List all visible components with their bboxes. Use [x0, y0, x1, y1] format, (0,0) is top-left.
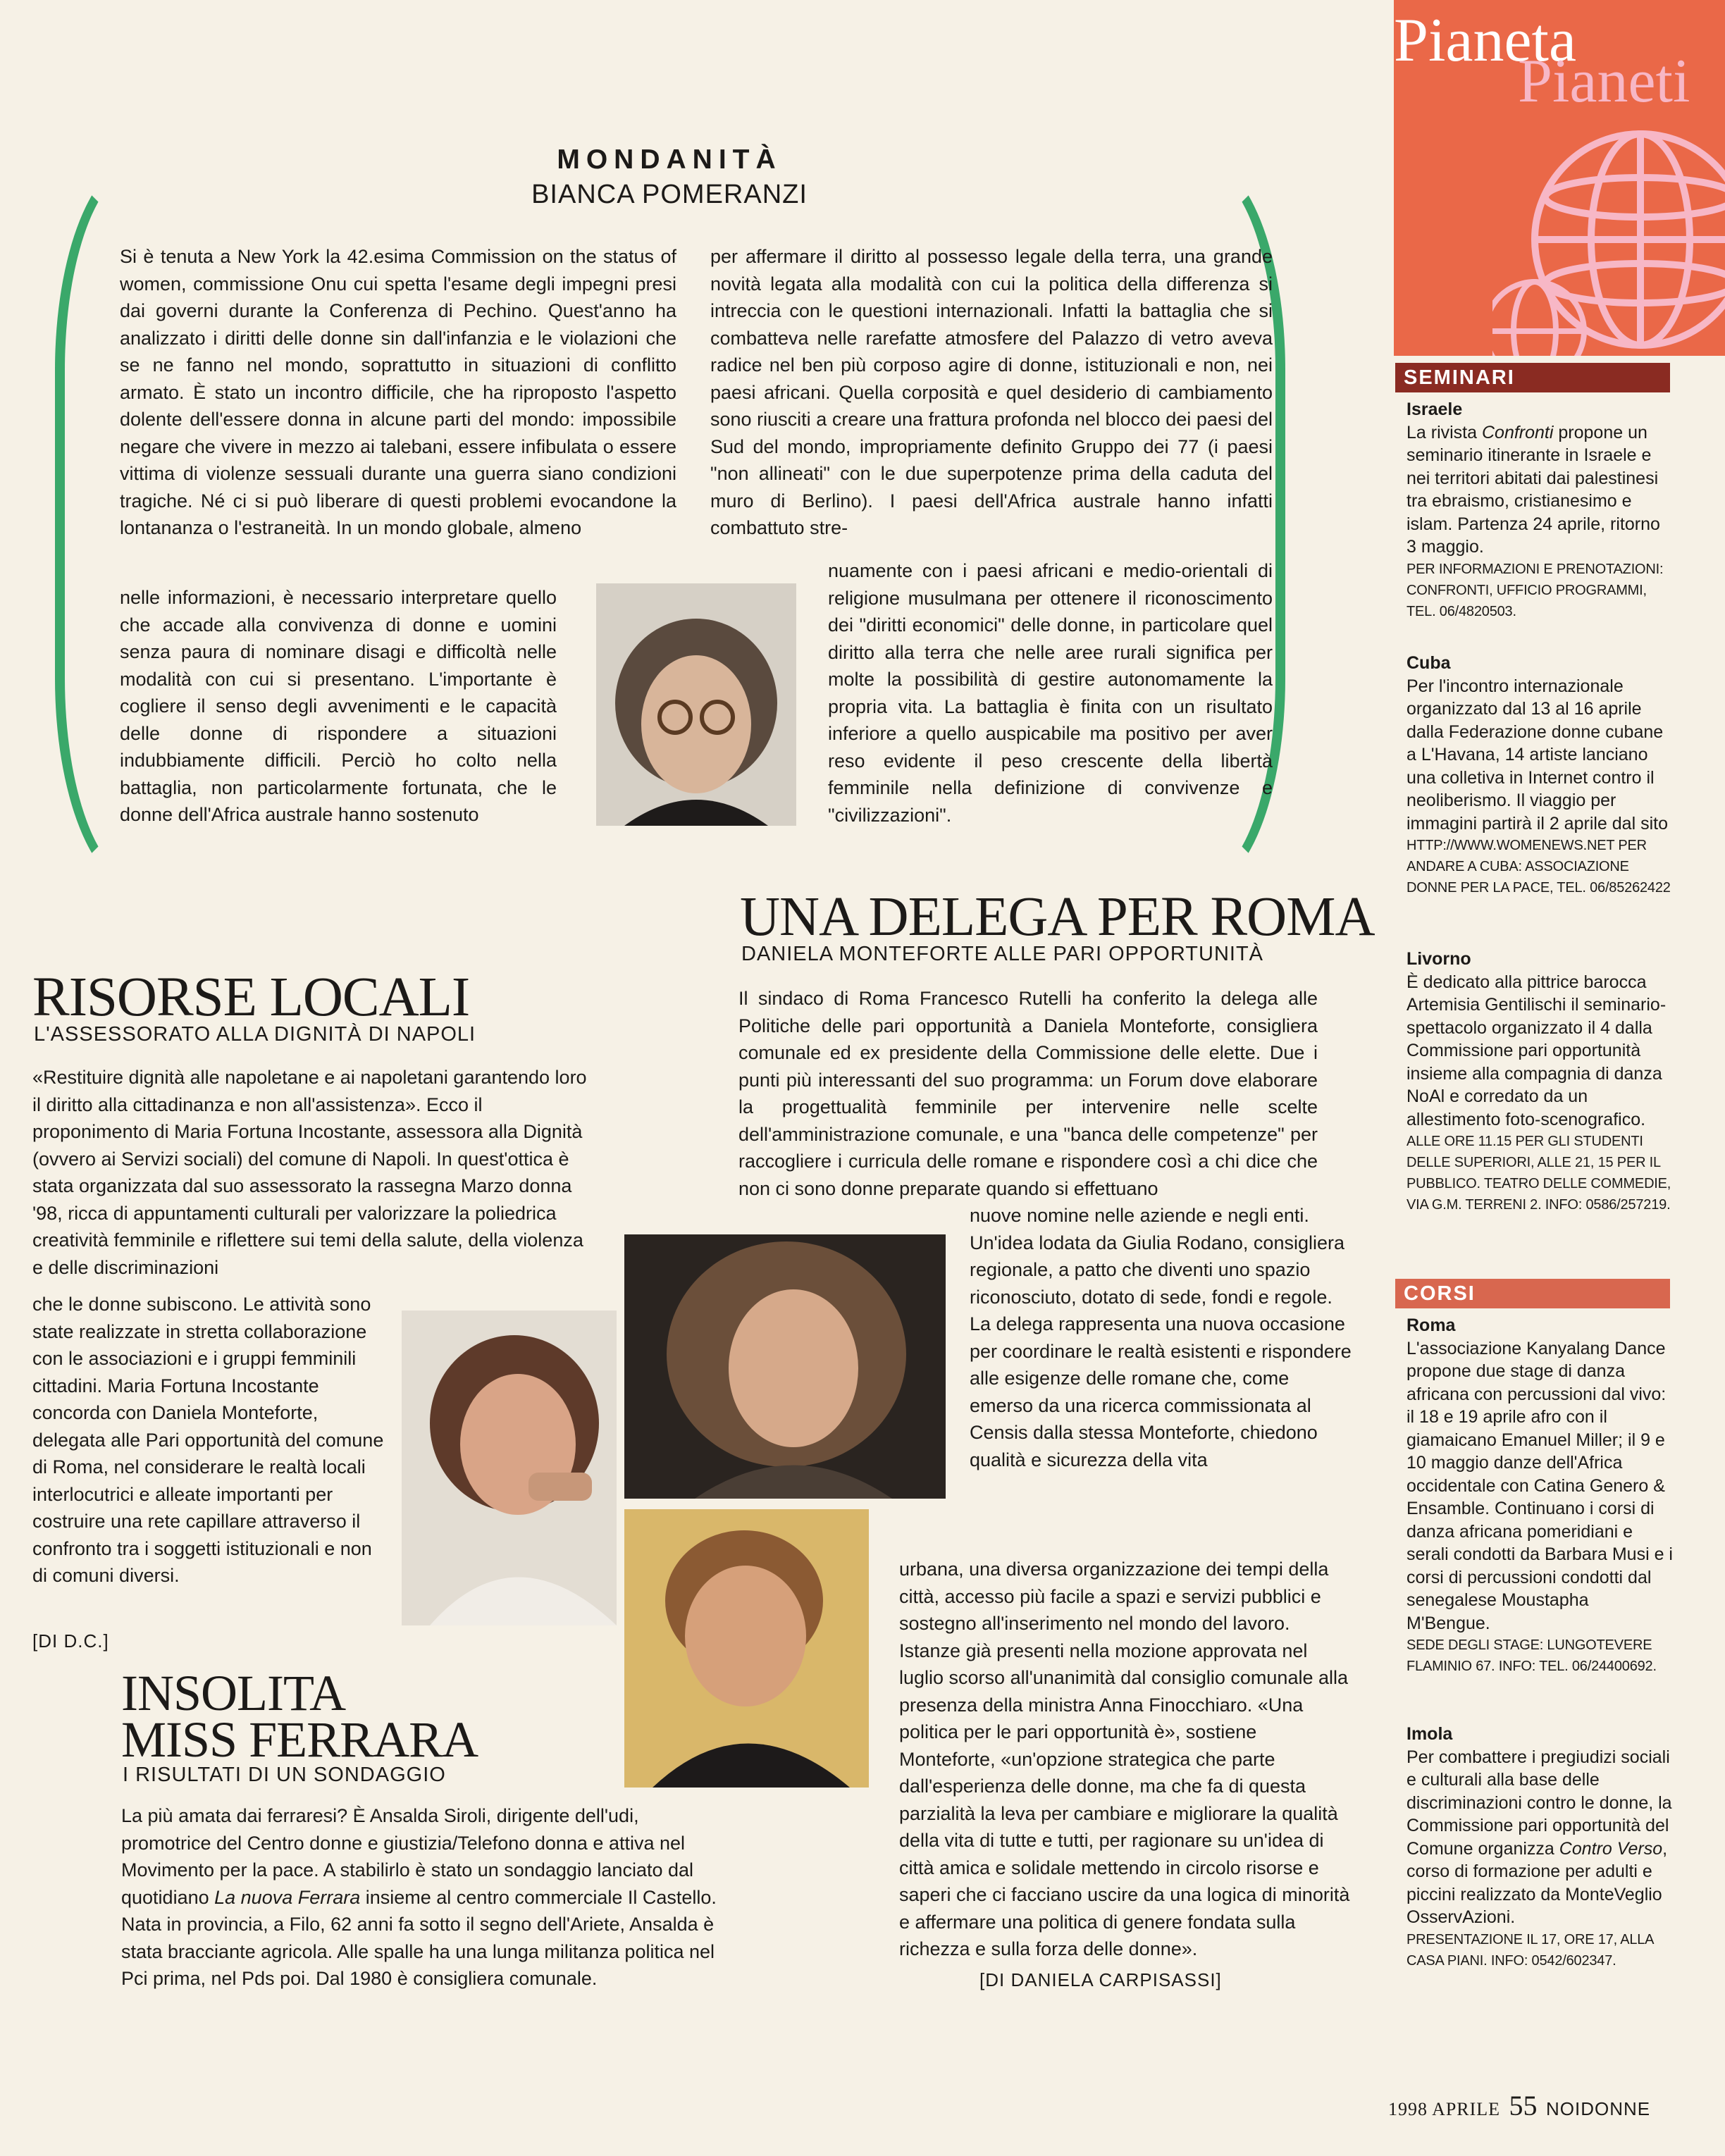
- sidebar-heading-seminari: SEMINARI: [1395, 363, 1670, 392]
- delega-byline: [DI DANIELA CARPISASSI]: [979, 1969, 1222, 1990]
- sidebar-item-text: L'associazione Kanyalang Dance propone due stage di danza africana con percussioni dal vivo: il 18 e 19 aprile afro con il giamaicano Emanuel Miller; il 9 e 10 maggio danze dell'Africa occidentale con Catina Genero & Ensamble. Continuano i corsi di danza africana pomeridiani e serali condotti da Barbara Musi e i corsi di percussioni condotti dal senegalese Moustapha M'Bengue.: [1406, 1338, 1673, 1633]
- sidebar-text-1: Per combattere i pregiudizi sociali e culturali alla base delle discriminazioni contro le donne, la Commissione pari opportunità del Comune organizza: [1406, 1747, 1672, 1859]
- article-title-delega: UNA DELEGA PER ROMA: [740, 886, 1375, 948]
- sidebar-item-livorno: [1406, 948, 1674, 1215]
- sidebar-text-italic: Contro Verso: [1559, 1838, 1663, 1859]
- article-title-insolita-1: INSOLITA: [121, 1665, 346, 1721]
- portrait-photo-pomeranzi: [596, 583, 796, 826]
- sidebar-item-text: È dedicato alla pittrice barocca Artemisia Gentilischi il seminario-spettacolo organizzato il 4 dalla Commissione pari opportunità insieme alla compagnia di danza NoAl e corredato da un allestimento foto-scenografico.: [1406, 972, 1667, 1129]
- sidebar-item-text: Per l'incontro internazionale organizzato dal 13 al 16 aprile dalla Federazione donne cubane a L'Havana, 14 artiste lanciano una colletiva in Internet contro il neoliberismo. Il viaggio per immagini partirà il 2 aprile dal sito: [1406, 676, 1668, 834]
- sidebar-item-roma: [1406, 1314, 1674, 1677]
- sidebar-item-city: Israele: [1406, 399, 1463, 419]
- sidebar-text-2: propone un seminario itinerante in Israele e nei territori abitati dai palestinesi tra ebraismo, cristianesimo e islam. Partenza 24 aprile, ritorno 3 maggio.: [1406, 422, 1660, 557]
- section-rubric: MONDANITÀ: [557, 144, 782, 175]
- sidebar-item-city: Cuba: [1406, 653, 1451, 673]
- sidebar-item-info: SEDE DEGLI STAGE: LUNGOTEVERE FLAMINIO 67. INFO: TEL. 06/24400692.: [1406, 1637, 1657, 1674]
- article-author: BIANCA POMERANZI: [531, 180, 808, 209]
- magazine-name: NOIDONNE: [1545, 2098, 1651, 2119]
- brand-subtitle: Pianeti: [1518, 47, 1690, 116]
- portrait-photo-monteforte: [624, 1234, 946, 1499]
- brand-title: Pianeta: [1394, 6, 1577, 75]
- portrait-photo-siroli: [624, 1509, 869, 1788]
- mondanita-col2: per affermare il diritto al possesso legale della terra, una grande novità legata alla modalità con cui la politica della differenza si intreccia con le questioni internazionali. Infatti la battaglia che si combatteva nelle rarefatte atmosfere del Palazzo di vetro aveva radice nel ben più corposo agire di donne, istituzionali e non, nei paesi africani. Quella corposità e quel desiderio di cambiamento sono riusciti a creare una frattura profonda nel blocco dei paesi del Sud del mondo, impropriamente definito Gruppo dei 77 (i paesi "non allineati" con le due superpotenze prima della caduta del muro di Berlino). I paesi dell'Africa australe hanno infatti combattuto stre-: [710, 246, 1273, 538]
- article-title-risorse: RISORSE LOCALI: [32, 967, 470, 1028]
- page-number: 55: [1509, 2090, 1538, 2121]
- sidebar-item-imola: [1406, 1723, 1674, 1971]
- delega-text-mid: nuove nomine nelle aziende e negli enti. Un'idea lodata da Giulia Rodano, consigliera regionale, a patto che diventi uno spazio riconosciuto, dotato di sede, fondi e regole. La delega rappresenta una nuova occasione per coordinare le realtà esistenti e rispondere alle esigenze delle romane che, come emerso da una ricerca commissionata al Censis dalla stessa Monteforte, chiedono qualità e sicurezza della vita: [970, 1205, 1352, 1470]
- mondanita-col1: Si è tenuta a New York la 42.esima Commission on the status of women, commissione Onu cui spetta l'esame degli impegni presi dai governi durante la Conferenza di Pechino. Quest'anno ha analizzato i diritti delle donne sin dall'infanzia e le violazioni che se ne fanno nel mondo, soprattutto in situazioni di conflitto armato. È stato un incontro difficile, che ha riproposto l'aspetto dolente dell'essere donna in alcune parti del mondo: impossibile negare che vivere in mezzo ai talebani, essere infibulata o essere vittima di violenze sessuali durante una guerra siano condizioni tragiche. Né ci si può liberare di questi problemi evocandone la lontananza o l'estraneità. In un mondo globale, almeno: [120, 246, 676, 538]
- article-subtitle-risorse: L'ASSESSORATO ALLA DIGNITÀ DI NAPOLI: [34, 1023, 476, 1046]
- article-subtitle-delega: DANIELA MONTEFORTE ALLE PARI OPPORTUNITÀ: [741, 943, 1263, 965]
- insolita-text-b: insieme al centro commerciale Il Castello. Nata in provincia, a Filo, 62 anni fa sotto il segno dell'Ariete, Ansalda è stata bracciante agricola. Alle spalle ha una lunga militanza politica nel Pci prima, nel Pds poi. Dal 1980 è consigliera comunale.: [121, 1886, 717, 1989]
- sidebar-item-city: Roma: [1406, 1315, 1456, 1335]
- risorse-text-bottom: che le donne subiscono. Le attività sono state realizzate in stretta collaborazione con le associazioni e i gruppi femminili cittadini. Maria Fortuna Incostante concorda con Daniela Monteforte, delegata alle Pari opportunità del comune di Roma, nel considerare le realtà locali interlocutrici e alleate importanti per costruire una rete capillare attraverso il confronto tra i soggetti istituzionali e non di comuni diversi.: [32, 1294, 384, 1586]
- sidebar-text-1: La rivista: [1406, 422, 1482, 442]
- section-header-block: [1394, 0, 1725, 356]
- sidebar-item-info: PRESENTAZIONE IL 17, ORE 17, ALLA CASA PIANI. INFO: 0542/602347.: [1406, 1931, 1654, 1969]
- globe-icon: [1492, 99, 1725, 356]
- footer-date: 1998 APRILE: [1388, 2099, 1501, 2119]
- risorse-byline: [DI D.C.]: [32, 1630, 109, 1652]
- portrait-photo-incostante: [402, 1311, 617, 1625]
- delega-text-bottom: urbana, una diversa organizzazione dei tempi della città, accesso più facile a spazi e servizi pubblici e sostegno all'inserimento nel mondo del lavoro. Istanze già presenti nella mozione approvata nel luglio scorso all'unanimità dal consiglio comunale alla presenza della ministra Anna Finocchiaro. «Una politica per le pari opportunità è», sostiene Monteforte, «un'opzione strategica che parte dall'esperienza delle donne, ma che fa di questa parzialità la leva per cambiare e migliorare la qualità della vita di tutte e tutti, per ragionare su un'idea di città amica e solidale mettendo in circolo risorse e saperi che ci facciano uscire da una logica di minorità e affermare una politica di genere fondata sulla richezza e sulla forza delle donne».: [899, 1559, 1350, 1959]
- page-footer: [1388, 2089, 1650, 2122]
- sidebar-item-city: Livorno: [1406, 949, 1471, 969]
- insolita-text: [121, 1802, 727, 1993]
- mondanita-col2b: nuamente con i paesi africani e medio-orientali di religione musulmana per ottenere il riconoscimento dei "diritti economici" delle donne, in particolare quel diritto alla terra che nelle aree rurali significa per molte la possibilità di gestire autonomamente la propria vita. La battaglia è finita con un risultato inferiore a quello auspicabile ma positivo per aver reso evidente il peso crescente della libertà femminile nella definizione di convivenze e "civilizzazioni".: [828, 560, 1273, 826]
- sidebar-text-2: , corso di formazione per adulti e piccini realizzato da MonteVeglio OsservAzioni.: [1406, 1838, 1668, 1927]
- sidebar-item-info: ALLE ORE 11.15 PER GLI STUDENTI DELLE SUPERIORI, ALLE 21, 15 PER IL PUBBLICO. TEATRO DELLE COMMEDIE, VIA G.M. TERRENI 2. INFO: 0586/257219.: [1406, 1134, 1671, 1213]
- risorse-text-top: «Restituire dignità alle napoletane e ai napoletani garantendo loro il diritto alla cittadinanza e non all'assistenza». Ecco il proponimento di Maria Fortuna Incostante, assessora alla Dignità (ovvero ai Servizi sociali) del comune di Napoli. In quest'ottica è stata organizzata dal suo assessorato la rassegna Marzo donna '98, ricca di appuntamenti culturali per valorizzare la poliedrica creatività femminile e riflettere sui temi della salute, della violenza e delle discriminazioni: [32, 1067, 587, 1278]
- sidebar-item-city: Imola: [1406, 1724, 1453, 1744]
- sidebar-heading-corsi: CORSI: [1395, 1279, 1670, 1308]
- article-title-insolita-2: MISS FERRARA: [121, 1711, 478, 1768]
- delega-text-top: Il sindaco di Roma Francesco Rutelli ha conferito la delega alle Politiche delle pari opportunità a Daniela Monteforte, consigliera comunale ed ex presidente della Commissione delle elette. Due i punti più interessanti del suo programma: un Forum dove elaborare la progettualità femminile per intervenire nelle scelte dell'amministrazione comunale, e una "banca delle competenze" per raccogliere i curricula delle romane e rispondere così a chi dice che non ci sono donne preparate quando si effettuano: [738, 988, 1318, 1199]
- sidebar-item-info: PER INFORMAZIONI E PRENOTAZIONI: CONFRONTI, UFFICIO PROGRAMMI, TEL. 06/4820503.: [1406, 561, 1664, 619]
- sidebar-text-italic: Confronti: [1481, 422, 1554, 442]
- sidebar-item-cuba: [1406, 652, 1674, 898]
- newspaper-name: La nuova Ferrara: [214, 1886, 361, 1908]
- sidebar-item-info: HTTP://WWW.WOMENEWS.NET PER ANDARE A CUBA: ASSOCIAZIONE DONNE PER LA PACE, TEL. 06/85262422: [1406, 838, 1671, 896]
- sidebar-item-israele: [1406, 398, 1674, 622]
- insolita-text-a: La più amata dai ferraresi? È Ansalda Siroli, dirigente dell'udi, promotrice del Centro donne e giustizia/Telefono donna e attiva nel Movimento per la pace. A stabilirlo è stato un sondaggio lanciato dal quotidiano: [121, 1805, 694, 1908]
- mondanita-col1b: nelle informazioni, è necessario interpretare quello che accade alla convivenza di donne e uomini senza paura di nominare disagi e difficoltà nelle modalità con cui si presentano. L'importante è cogliere il senso degli avvenimenti e le capacità delle donne di rispondere a situazioni indubbiamente difficili. Perciò ho colto nella battaglia, non particolarmente fortunata, che le donne dell'Africa australe hanno sostenuto: [120, 587, 557, 825]
- article-subtitle-insolita: I RISULTATI DI UN SONDAGGIO: [123, 1764, 446, 1786]
